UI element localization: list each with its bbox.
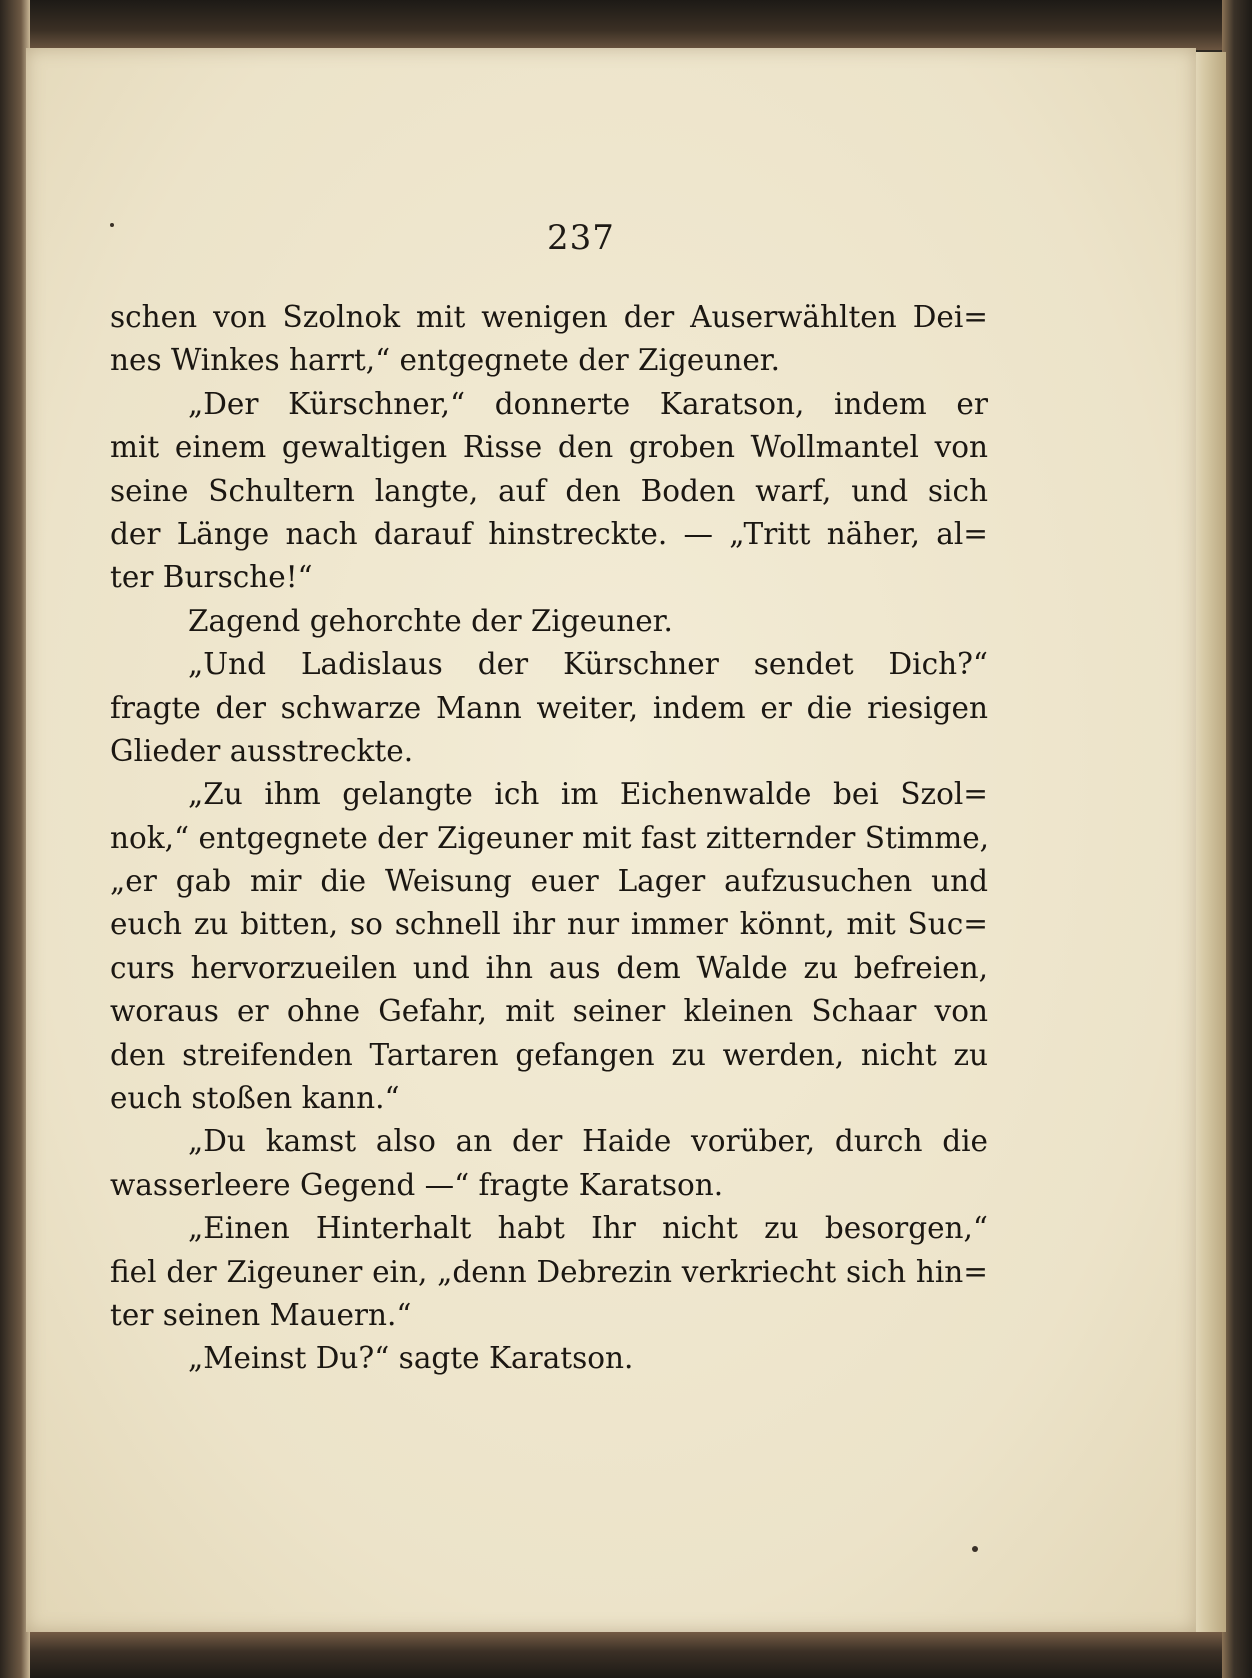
text-line: mit einem gewaltigen Risse den groben Wollmantel von — [110, 430, 988, 465]
text-line: „Du kamst also an der Haide vorüber, durch die — [188, 1124, 988, 1159]
page-number: 237 — [547, 218, 615, 258]
book-cover-right-edge — [1222, 0, 1252, 1678]
text-line: Zagend gehorchte der Zigeuner. — [188, 603, 673, 638]
text-line: Glieder ausstreckte. — [110, 733, 414, 768]
body-text — [110, 296, 988, 1381]
text-line: nes Winkes harrt,“ entgegnete der Zigeuner. — [110, 343, 781, 378]
text-line: „Und Ladislaus der Kürschner sendet Dich?“ — [188, 647, 988, 682]
text-line: „Der Kürschner,“ donnerte Karatson, indem er — [188, 386, 988, 421]
text-line: fiel der Zigeuner ein, „denn Debrezin verkriecht sich hin= — [110, 1254, 988, 1289]
text-line: fragte der schwarze Mann weiter, indem er die riesigen — [110, 690, 988, 725]
book-cover-bottom-edge — [0, 1630, 1252, 1678]
page-sheet — [26, 48, 1196, 1632]
text-line: seine Schultern langte, auf den Boden warf, und sich — [110, 473, 988, 508]
book-cover-top-edge — [0, 0, 1252, 50]
text-line: euch zu bitten, so schnell ihr nur immer könnt, mit Suc= — [110, 907, 988, 942]
text-line: nok,“ entgegnete der Zigeuner mit fast zitternder Stimme, — [110, 820, 990, 855]
text-line: „Einen Hinterhalt habt Ihr nicht zu besorgen,“ — [188, 1211, 988, 1246]
text-line: euch stoßen kann.“ — [110, 1081, 400, 1116]
text-line: „Zu ihm gelangte ich im Eichenwalde bei Szol= — [188, 777, 988, 812]
text-line: den streifenden Tartaren gefangen zu werden, nicht zu — [110, 1037, 988, 1072]
text-line: ter Bursche!“ — [110, 560, 313, 595]
text-line: curs hervorzueilen und ihn aus dem Walde zu befreien, — [110, 950, 988, 985]
text-line: ter seinen Mauern.“ — [110, 1297, 412, 1332]
text-line: woraus er ohne Gefahr, mit seiner kleinen Schaar von — [110, 994, 988, 1029]
text-line: der Länge nach darauf hinstreckte. — „Tritt näher, al= — [110, 516, 988, 551]
text-line: „er gab mir die Weisung euer Lager aufzusuchen und — [110, 864, 988, 899]
paper-speck — [110, 223, 114, 227]
text-line: schen von Szolnok mit wenigen der Auserwählten Dei= — [110, 300, 988, 334]
text-line: wasserleere Gegend —“ fragte Karatson. — [110, 1167, 724, 1202]
paper-speck — [972, 1546, 978, 1552]
text-line: „Meinst Du?“ sagte Karatson. — [188, 1341, 634, 1376]
